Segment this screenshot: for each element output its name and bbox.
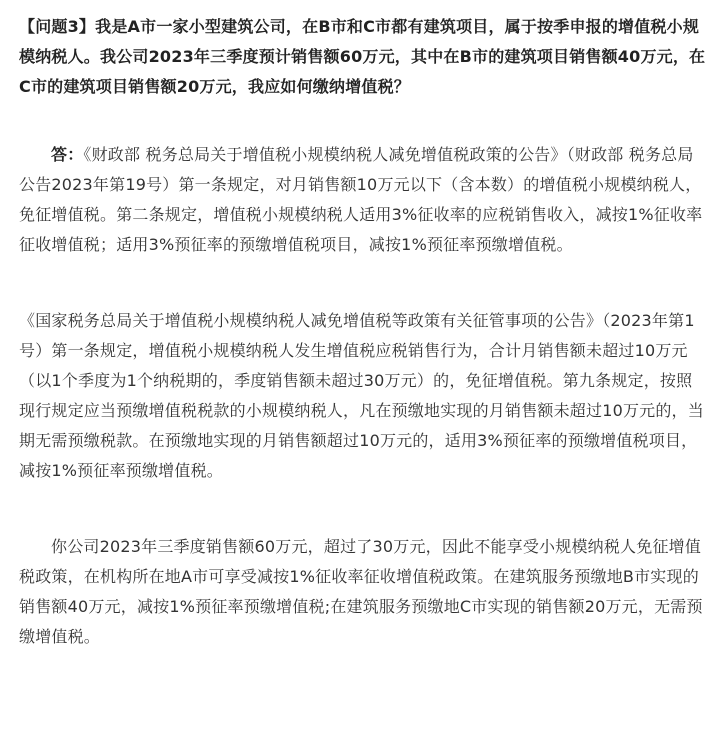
answer-label: 答： (51, 145, 84, 164)
answer-paragraph-2: 《国家税务总局关于增值税小规模纳税人减免增值税等政策有关征管事项的公告》（2023年第1号）第一条规定，增值税小规模纳税人发生增值税应税销售行为，合计月销售额未超过10万元（以1个季度为1个纳税期的，季度销售额未超过30万元）的，免征增值税。第九条规定，按照现行规定应当预缴增值税税款的小规模纳税人，凡在预缴地实现的月销售额未超过10万元的，当期无需预缴税款。在预缴地实现的月销售额超过10万元的，适用3%预征率的预缴增值税项目，减按1%预征率预缴增值税。 (19, 311, 704, 480)
answer-paragraph-1-text: 《财政部 税务总局关于增值税小规模纳税人减免增值税政策的公告》（财政部 税务总局公告2023年第19号）第一条规定，对月销售额10万元以下（含本数）的增值税小规模纳税人，免征增值税。第二条规定，增值税小规模纳税人适用3%征收率的应税销售收入，减按1%征收率征收增值税；适用3%预征率的预缴增值税项目，减按1%预征率预缴增值税。 (19, 145, 703, 254)
answer-paragraph-3: 你公司2023年三季度销售额60万元，超过了30万元，因此不能享受小规模纳税人免征增值税政策，在机构所在地A市可享受减按1%征收率征收增值税政策。在建筑服务预缴地B市实现的销售额40万元，减按1%预征率预缴增值税;在建筑服务预缴地C市实现的销售额20万元，无需预缴增值税。 (19, 537, 703, 646)
question-text: 【问题3】我是A市一家小型建筑公司，在B市和C市都有建筑项目，属于按季申报的增值税小规模纳税人。我公司2023年三季度预计销售额60万元，其中在B市的建筑项目销售额40万元，在C市的建筑项目销售额20万元，我应如何缴纳增值税？ (19, 17, 706, 96)
answer-paragraph-1 (19, 140, 707, 260)
